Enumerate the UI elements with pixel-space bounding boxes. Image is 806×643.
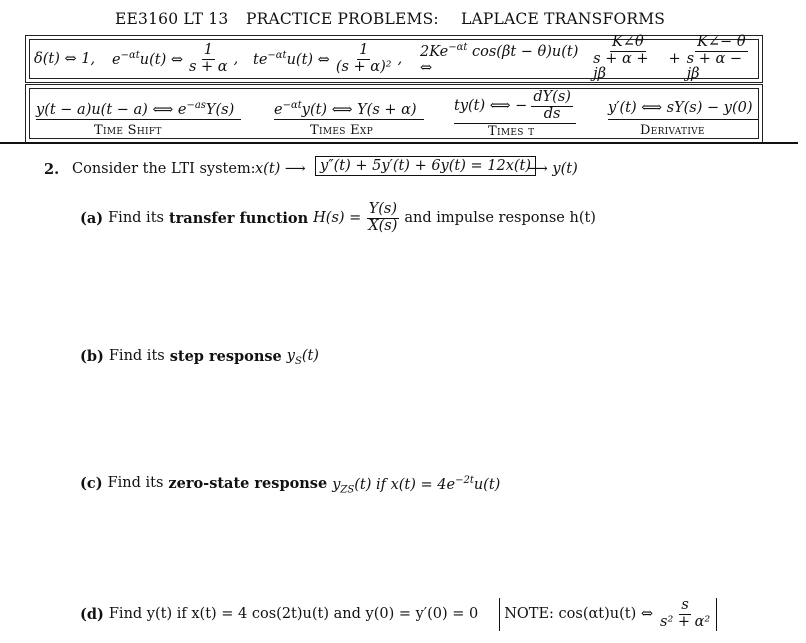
problem-number [44, 161, 59, 178]
time-shift-equation: y(t − a)u(t − a) ⟺ $e^{-as}Y(s)$ [36, 100, 235, 118]
part-a-text-2: H(s) = [313, 210, 362, 227]
note-box [499, 598, 717, 631]
part-c-bold: zero-state response [168, 475, 328, 492]
part-d [80, 598, 717, 631]
pair-cos-den-2: s + α − jβ [686, 50, 743, 83]
note-fraction [658, 598, 712, 631]
pair-delta: δ(t) ⇔ 1, [34, 51, 96, 67]
part-a-fraction [366, 202, 399, 235]
part-c-text-2: $y_{ZS}(t)$ if $x(t) = 4e^{-2t}u(t)$ [332, 475, 501, 496]
note-text: NOTE: cos(αt)u(t) ⇔ [504, 606, 654, 623]
pair-cos-fraction-2 [685, 35, 758, 84]
problem-number-text: 2. [44, 161, 60, 178]
system-output: ⟶ y(t) [527, 161, 578, 177]
pair-cos-num-1: K∠θ [611, 33, 644, 50]
section-divider [0, 142, 798, 144]
transform-properties-box [25, 84, 763, 143]
pair-cos-lhs: $2Ke^{-\alpha t}$ cos(βt − θ)u(t) ⇔ [420, 42, 579, 76]
part-b [80, 348, 319, 367]
derivative-equation: y′(t) ⟺ sY(s) − y(0) [608, 100, 753, 116]
transform-properties-inner [29, 88, 759, 139]
pair-exp-fraction [187, 43, 230, 76]
part-a-text-3: and impulse response h(t) [404, 210, 596, 227]
pair-cos-den-1: s + α + jβ [593, 50, 649, 83]
pair-exp-den: s + α [189, 58, 228, 75]
course-title: EE3160 LT 13 [115, 10, 229, 28]
system-box [315, 158, 536, 174]
pair-exp: $e^{-\alpha t}u(t)$ ⇔ $\frac{1}{s + \alpha}$ , [112, 41, 239, 75]
time-shift-underline [36, 119, 241, 120]
times-t-den: ds [543, 105, 561, 122]
topic-title: LAPLACE TRANSFORMS [461, 10, 666, 28]
pair-exp-lhs: $e^{-\alpha t}u(t)$ ⇔ [112, 50, 183, 68]
times-exp-underline [274, 119, 424, 120]
times-t-equation [454, 90, 573, 123]
derivative-label: Derivative [640, 123, 705, 138]
pair-cos-num-2: K∠− θ [697, 33, 746, 50]
pair-texp-lhs: $te^{-\alpha t}u(t)$ ⇔ [253, 50, 330, 68]
time-shift-label: Time Shift [94, 123, 162, 138]
part-a [80, 202, 596, 235]
part-a-label: (a) [80, 209, 104, 227]
times-exp-equation: $e^{-\alpha t}y(t)$ ⟺ Y(s + α) [274, 100, 417, 118]
part-a-text-1: Find its [108, 210, 164, 227]
page-header [0, 10, 806, 32]
part-c-text-1: Find its [107, 475, 164, 491]
pair-cos [420, 33, 758, 83]
pair-cos-plus: + [668, 51, 681, 67]
part-b-text-2: $y_S(t)$ [286, 348, 319, 367]
pair-texp-fraction [334, 43, 394, 76]
part-a-den: X(s) [368, 217, 398, 234]
problem-intro: Consider the LTI system: [72, 161, 256, 177]
part-a-bold: transfer function [168, 209, 309, 227]
pair-cos-fraction-1 [591, 35, 664, 84]
times-t-lhs: ty(t) ⟺ − [454, 98, 528, 115]
times-t-num: dY(s) [533, 89, 571, 105]
part-d-text: Find y(t) if x(t) = 4 cos(2t)u(t) and y(0) = y′(0) = 0 [108, 606, 479, 623]
pair-texp: $te^{-\alpha t}u(t)$ ⇔ $\frac{1}{\text{(s + α)²}}$ , [253, 41, 403, 75]
system-input: x(t) ⟶ [255, 161, 306, 177]
transform-pairs-box [25, 35, 763, 83]
practice-title: PRACTICE PROBLEMS: [246, 10, 439, 28]
times-t-fraction [531, 90, 573, 123]
part-a-num: Y(s) [368, 201, 398, 217]
pair-exp-num: 1 [203, 41, 213, 58]
part-b-text-1: Find its [108, 348, 165, 364]
transform-pairs-inner [29, 33, 759, 83]
part-d-label: (d) [80, 605, 104, 623]
note-num: s [681, 597, 689, 613]
part-b-bold: step response [169, 348, 282, 365]
part-c-label: (c) [80, 475, 103, 492]
part-b-label: (b) [80, 348, 104, 365]
derivative-underline [608, 119, 758, 120]
system-equation: y″(t) + 5y′(t) + 6y(t) = 12x(t) [315, 156, 536, 176]
part-c [80, 475, 500, 496]
times-exp-label: Times Exp [310, 123, 373, 138]
pair-texp-num: 1 [359, 41, 369, 58]
times-t-label: Times t [488, 124, 535, 139]
pair-texp-den: (s + α)² [335, 58, 392, 75]
note-den: s² + α² [660, 613, 711, 630]
